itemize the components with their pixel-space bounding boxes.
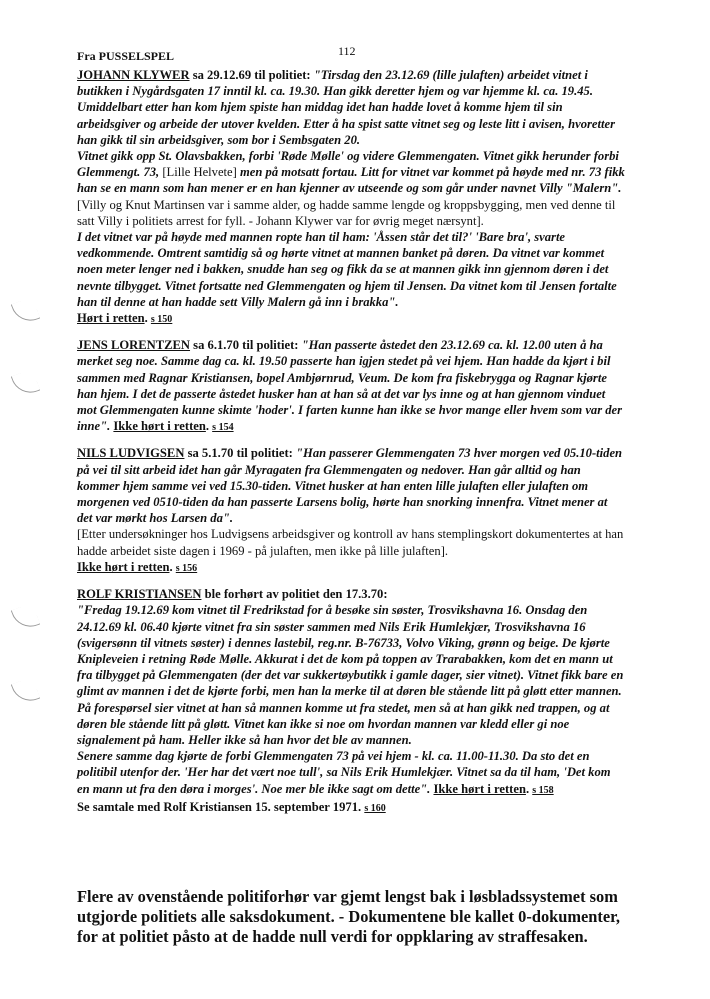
page-reference: s 150 xyxy=(150,314,173,326)
conclusion-paragraph: Flere av ovenstående politiforhør var gjemt lengst bak i løsbladssystemet som utgjorde politiets alle saksdokument. - Dokumentene ble kallet 0-dokumenter, for at politiet påsto at de hadde null verdi for oppklaring av straffesaken. xyxy=(77,887,621,946)
punch-hole-mark xyxy=(11,297,40,326)
statement-text: I det vitnet var på høyde med mannen ropte han til ham: 'Åssen står det til?' 'Bare bra', svarte vedkommende. Omtrent samtidig så og hørte vitnet at mannen banket på døren. Da vitnet var kommet noen meter lenger ned i bakken, snudde han seg og fikk da se at mannen gikk inn gjennom døren i det nevnte tilbygget. Vitnet fortsatte ned Glemmengaten og hjem til Jensen. Da vitnet kom til Jensen fortalte han til denne at han hadde sett Villy Malern gå inn i brakka". xyxy=(77,230,617,309)
page-reference: s 154 xyxy=(212,422,234,434)
statement-intro: ble forhørt av politiet den 17.3.70: xyxy=(201,587,388,602)
punch-hole-mark xyxy=(11,369,40,398)
statement-intro: sa 6.1.70 til politiet: xyxy=(190,338,302,353)
statement-text: "Han passerte åstedet den 23.12.69 ca. kl. 12.00 uten å ha merket seg noe. Samme dag ca. kl. 19.50 passerte han igjen stedet på vei hjem. Han hadde da kjørt i bil sammen med Ragnar Kristiansen, bopel Ambjørnrud, Veum. De kom fra fiskebrygga og Ragnar kjørte han hjem. I det de passerte åstedet husker han at han så at det var lys inne og at han gjennom vinduet mot Glemmengaten kunne skimte 'hoder'. I farten kunne han ikke se hvor mange eller hvem som var der inne". xyxy=(77,338,623,434)
page-reference: s 160 xyxy=(364,802,386,814)
witness-section: NILS LUDVIGSEN sa 5.1.70 til politiet: "Han passerer Glemmengaten 73 hver morgen ved 05.10-tiden på vei til sitt arbeid idet han går Myragaten fra Glemmengaten og nedover. Han går alltid og han kommer hjem samme vei ved 15.30-tiden. Vitnet husker at han enten lille julaften eller julaften om morgenen ved 0510-tiden da han passerte Larsens bolig, hørte han snorking innenfra. Vitnet mener at det var mørkt hos Larsen da". [Etter undersøkninger hos Ludvigsens arbeidsgiver og kontroll av hans stemplingskort dokumentertes at han hadde arbeidet siste dagen i 1969 - på julaften, men ikke på lille julaften]. Ikke hørt i retten. s 156 xyxy=(77,446,624,574)
witness-section: JENS LORENTZEN sa 6.1.70 til politiet: "Han passerte åstedet den 23.12.69 ca. kl. 12.00 uten å ha merket seg noe. Samme dag ca. kl. 19.50 passerte han igjen stedet på vei hjem. Han hadde da kjørt i bil sammen med Ragnar Kristiansen, bopel Ambjørnrud, Veum. De kom fra fiskebrygga og Ragnar kjørte han hjem. I det de passerte åstedet husker han at han så at det var lys inne og at han gjennom vinduet mot Glemmengaten kunne skimte 'hoder'. I farten kunne han ikke se hvor mange eller hvem som var der inne". Ikke hørt i retten. s 154 xyxy=(77,338,623,434)
statement-text: Senere samme dag kjørte de forbi Glemmengaten 73 på vei hjem - kl. ca. 11.00-11.30. Da sto det en politibil utenfor der. 'Her har det vært noe tull', sa Nils Erik Humlekjær. Vitnet sa da til ham, 'Det kom en mann ut fra den døra i morges'. Noe mer ble ikke sagt om dette". xyxy=(77,749,611,796)
header-source: Fra PUSSELSPEL xyxy=(77,49,175,63)
witness-section: ROLF KRISTIANSEN ble forhørt av politiet den 17.3.70: "Fredag 19.12.69 kom vitnet til Fredrikstad for å besøke sin søster, Trosvikshavna 16. Onsdag den 24.12.69 kl. 06.40 kjørte vitnet fra sin søster sammen med Nils Erik Humlekjær, Trosvikshavna 16 (svigersønn til vitnets søster) i dennes lastebil, reg.nr. B-76733, Volvo Viking, grønn og beige. De kjørte Knipleveien i retning Røde Mølle. Akkurat i det de kom på toppen av Trarabakken, kom det en mann ut fra tilbygget på Glemmengaten (der det var sukkertøybutikk i gamle dager, sier vitnet). Vitnet fikk bare en glimt av mannen i det de kjørte forbi, men han la merke til at døren ble stående litt på gløtt etter mannen. På forespørsel sier vitnet at han så mannen komme ut fra stedet, men så at han gikk ned trappen, og at døren ble stående litt på gløtt. Vitnet kan ikke si noe om hvordan mannen var kledd eller gi noe signalement på ham. Heller ikke så han hvor det ble av mannen. Senere samme dag kjørte de forbi Glemmengaten 73 på vei hjem - kl. ca. 11.00-11.30. Da sto det en politibil utenfor der. 'Her har det vært noe tull', sa Nils Erik Humlekjær. Vitnet sa da til ham, 'Det kom en mann ut fra den døra i morges'. Noe mer ble ikke sagt om dette". Ikke hørt i retten. s 158 Se samtale med Rolf Kristiansen 15. september 1971. s 160 xyxy=(77,587,624,814)
punch-hole-mark xyxy=(11,603,40,632)
court-status: Ikke hørt i retten xyxy=(77,559,170,574)
court-status: Ikke hørt i retten xyxy=(113,419,206,434)
statement-intro: sa 5.1.70 til politiet: xyxy=(184,446,297,461)
page-number: 112 xyxy=(338,44,356,58)
page-reference: s 156 xyxy=(175,562,198,574)
statement-text: Vitnet gikk opp St. Olavsbakken, forbi 'Røde Mølle' og videre Glemmengaten. Vitnet gikk herunder forbi Glemmengt. 73, [Lille Helvete] men på motsatt fortau. Litt for vitnet var kommet på høyde med nr. 73 fikk han se en mann som han mener er en han kjenner av utseende og som går under navnet Villy "Malern". xyxy=(77,149,625,196)
witness-name: NILS LUDVIGSEN xyxy=(77,446,185,461)
document-body xyxy=(77,67,625,817)
witness-name: JENS LORENTZEN xyxy=(77,338,191,353)
punch-hole-mark xyxy=(11,677,40,706)
editor-note: [Villy og Knut Martinsen var i samme alder, og hadde samme lengde og kroppsbygging, men ved denne til satt Villy i politiets arrest for fyll. - Johann Klywer var for øvrig meget nærsynt]. xyxy=(77,197,616,228)
court-status: Ikke hørt i retten xyxy=(433,781,526,796)
witness-name: ROLF KRISTIANSEN xyxy=(77,587,202,602)
page-reference: s 158 xyxy=(532,784,554,796)
statement-text: "Han passerer Glemmengaten 73 hver morgen ved 05.10-tiden på vei til sitt arbeid idet han går Myragaten fra Glemmengaten og nedover. Han går alltid og han kommer hjem samme vei ved 15.30-tiden. Vitnet husker at han enten lille julaften eller julaften om morgenen ved 0510-tiden da han passerte Larsens bolig, hørte han snorking innenfra. Vitnet mener at det var mørkt hos Larsen da". xyxy=(77,446,623,526)
statement-intro: sa 29.12.69 til politiet: xyxy=(189,68,314,82)
editor-note: [Etter undersøkninger hos Ludvigsens arbeidsgiver og kontroll av hans stemplingskort dokumentertes at han hadde arbeidet siste dagen i 1969 - på julaften, men ikke på lille julaften]. xyxy=(77,527,624,558)
witness-section: JOHANN KLYWER sa 29.12.69 til politiet: "Tirsdag den 23.12.69 (lille julaften) arbeidet vitnet i butikken i Nygårdsgaten 17 inntil kl. ca. 19.30. Han gikk deretter hjem og var hjemme kl. ca. 19.45. Umiddelbart etter han kom hjem spiste han middag idet han hadde lovet å komme hjem til sin arbeidsgiver og arbeide der utover kvelden. Etter å ha spist satte vitnet seg og leste litt i avisen, hvoretter han gikk til sin arbeidsgiver, som bor i Sembsgaten 20. Vitnet gikk opp St. Olavsbakken, forbi 'Røde Mølle' og videre Glemmengaten. Vitnet gikk herunder forbi Glemmengt. 73, [Lille Helvete] men på motsatt fortau. Litt for vitnet var kommet på høyde med nr. 73 fikk han se en mann som han mener er en han kjenner av utseende og som går under navnet Villy "Malern". [Villy og Knut Martinsen var i samme alder, og hadde samme lengde og kroppsbygging, men ved denne til satt Villy i politiets arrest for fyll. - Johann Klywer var for øvrig meget nærsynt]. I det vitnet var på høyde med mannen ropte han til ham: 'Åssen står det til?' 'Bare bra', svarte vedkommende. Omtrent samtidig så og hørte vitnet at mannen banket på døren. Da vitnet var kommet noen meter lenger ned i bakken, snudde han seg og fikk da se at mannen gikk inn gjennom døren i det nevnte tilbygget. Vitnet fortsatte ned Glemmengaten og hjem til Jensen. Da vitnet kom til Jensen fortalte han til denne at han hadde sett Villy Malern gå inn i brakka". Hørt i retten. s 150 xyxy=(77,68,625,326)
followup-note: Se samtale med Rolf Kristiansen 15. september 1971. xyxy=(77,799,362,814)
statement-text: "Tirsdag den 23.12.69 (lille julaften) arbeidet vitnet i butikken i Nygårdsgaten 17 inntil kl. ca. 19.30. Han gikk deretter hjem og var hjemme kl. ca. 19.45. Umiddelbart etter han kom hjem spiste han middag idet han hadde lovet å komme hjem til sin arbeidsgiver og arbeide der utover kvelden. Etter å ha spist satte vitnet seg og leste litt i avisen, hvoretter han gikk til sin arbeidsgiver, som bor i Sembsgaten 20. xyxy=(77,68,615,147)
witness-name: JOHANN KLYWER xyxy=(77,68,190,82)
statement-text: "Fredag 19.12.69 kom vitnet til Fredrikstad for å besøke sin søster, Trosvikshavna 16. Onsdag den 24.12.69 kl. 06.40 kjørte vitnet fra sin søster sammen med Nils Erik Humlekjær, Trosvikshavna 16 (svigersønn til vitnets søster) i dennes lastebil, reg.nr. B-76733, Volvo Viking, grønn og beige. De kjørte Knipleveien i retning Røde Mølle. Akkurat i det de kom på toppen av Trarabakken, kom det en mann ut fra tilbygget på Glemmengaten (der det var sukkertøybutikk i gamle dager, sier vitnet). Vitnet fikk bare en glimt av mannen i det de kjørte forbi, men han la merke til at døren ble stående litt på gløtt etter mannen. På forespørsel sier vitnet at han så mannen komme ut fra stedet, men så at han gikk ned trappen, og at døren ble stående litt på gløtt. Vitnet kan ikke si noe om hvordan mannen var kledd eller gi noe signalement på ham. Heller ikke så han hvor det ble av mannen. xyxy=(77,603,624,747)
court-status: Hørt i retten xyxy=(77,311,145,326)
